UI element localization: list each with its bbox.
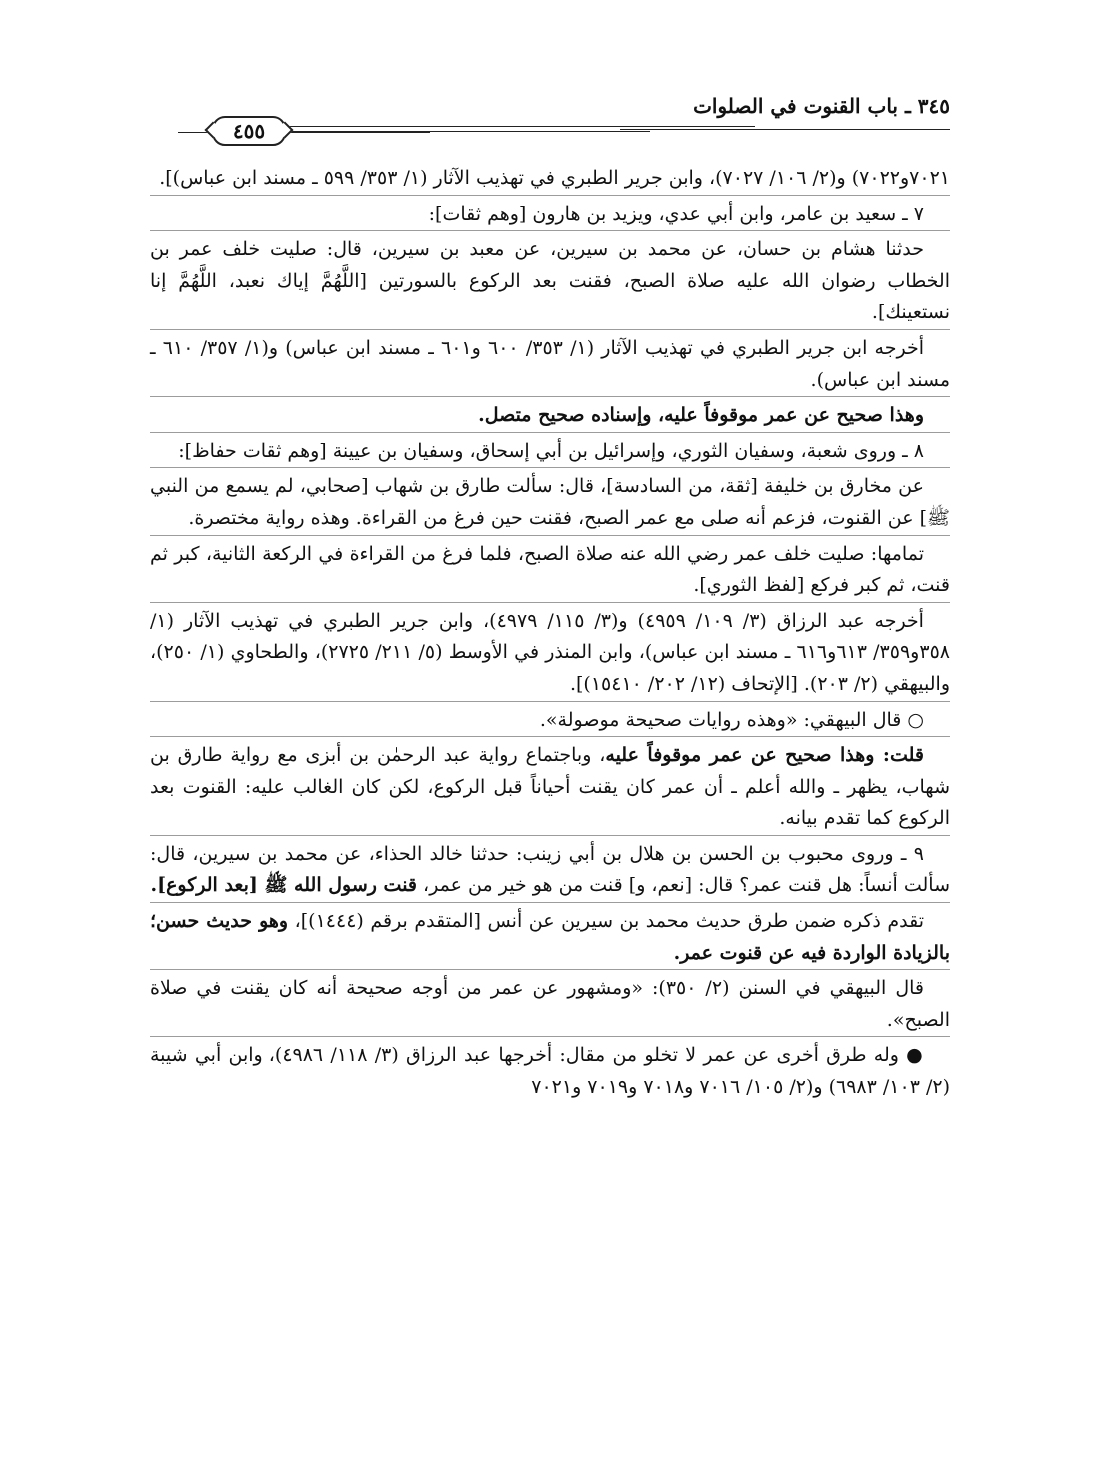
paragraph: عن مخارق بن خليفة [ثقة، من السادسة]، قال: سألت طارق بن شهاب [صحابي، لم يسمع من النبي ﷺ] عن القنوت، فزعم أنه صلى مع عمر الصبح، فقنت حين فرغ من القراءة. وهذه رواية مختصرة.: [150, 475, 950, 529]
paragraph: ٨ ـ وروى شعبة، وسفيان الثوري، وإسرائيل بن أبي إسحاق، وسفيان بن عيينة [وهم ثقات حفاظ]:: [178, 439, 924, 462]
paragraph: قلت: وهذا صحيح عن عمر موقوفاً عليه، وباجتماع رواية عبد الرحمٰن بن أبزى مع رواية طارق بن شهاب، يظهر ـ والله أعلم ـ أن عمر كان يقنت أحياناً قبل الركوع، لكن كان الغالب عليه: القنوت بعد الركوع كما تقدم بيانه.: [150, 744, 950, 830]
paragraph: تقدم ذكره ضمن طرق حديث محمد بن سيرين عن أنس [المتقدم برقم (١٤٤٤)]، وهو حديث حسن؛ بالزيادة الواردة فيه عن قنوت عمر.: [150, 910, 950, 964]
paragraph: قال البيهقي في السنن (٢/ ٣٥٠): «ومشهور عن عمر من أوجه صحيحة أنه كان يقنت في صلاة الصبح».: [150, 977, 950, 1031]
paragraph: حدثنا هشام بن حسان، عن محمد بن سيرين، عن معبد بن سيرين، قال: صليت خلف عمر بن الخطاب رضوان الله عليه صلاة الصبح، فقنت بعد الركوع بالسورتين [اللَّهُمَّ إياك نعبد، اللَّهُمَّ إنا نستعينك].: [150, 238, 950, 324]
header-rule: [288, 131, 650, 132]
paragraph: أخرجه ابن جرير الطبري في تهذيب الآثار (١/ ٣٥٣/ ٦٠٠ و٦٠١ ـ مسند ابن عباس) و(١/ ٣٥٧/ ٦١٠ ـ مسند ابن عباس).: [150, 336, 950, 391]
book-page: [150, 92, 950, 1104]
paragraph: أخرجه عبد الرزاق (٣/ ١٠٩/ ٤٩٥٩) و(٣/ ١١٥/ ٤٩٧٩)، وابن جرير الطبري في تهذيب الآثار (١/ ٣٥٨و٣٥٩/ ٦١٣و٦١٦ ـ مسند ابن عباس)، وابن المنذر في الأوسط (٥/ ٢١١/ ٢٧٢٥)، والطحاوي (١/ ٢٥٠)، والبيهقي (٢/ ٢٠٣). [الإتحاف (١٢/ ٢٠٢/ ١٥٤١٠)].: [150, 609, 950, 695]
page-header: [150, 92, 950, 147]
page-number: ٤٥٥: [232, 119, 266, 143]
paragraph: ٧٠٢١و٧٠٢٢) و(٢/ ١٠٦/ ٧٠٢٧)، وابن جرير الطبري في تهذيب الآثار (١/ ٣٥٣/ ٥٩٩ ـ مسند ابن عباس)].: [159, 167, 950, 189]
paragraph: ٧ ـ سعيد بن عامر، وابن أبي عدي، ويزيد بن هارون [وهم ثقات]:: [428, 202, 924, 225]
chapter-title: ٣٤٥ ـ باب القنوت في الصلوات: [693, 94, 950, 118]
paragraph: ٩ ـ وروى محبوب بن الحسن بن هلال بن أبي زينب: حدثنا خالد الحذاء، عن محمد بن سيرين، قال: سألت أنساً: هل قنت عمر؟ قال: [نعم، و] قنت من هو خير من عمر، قنت رسول الله ﷺ [بعد الركوع].: [150, 842, 950, 897]
header-rule: [620, 129, 950, 130]
paragraph: ● وله طرق أخرى عن عمر لا تخلو من مقال: أخرجها عبد الرزاق (٣/ ١١٨/ ٤٩٨٦)، وابن أبي شيبة (٢/ ١٠٣/ ٦٩٨٣) و(٢/ ١٠٥/ ٧٠١٦ و٧٠١٨ و٧٠١٩ و٧٠٢١: [150, 1044, 950, 1099]
header-rule: [288, 126, 755, 127]
paragraph: وهذا صحيح عن عمر موقوفاً عليه، وإسناده صحيح متصل.: [478, 404, 924, 427]
paragraph: تمامها: صليت خلف عمر رضي الله عنه صلاة الصبح، فلما فرغ من القراءة في الركعة الثانية، كبر ثم قنت، ثم كبر فركع [لفظ الثوري].: [150, 542, 950, 597]
page-body: [150, 163, 950, 1104]
page-number-badge: [212, 116, 286, 146]
paragraph: ○ قال البيهقي: «وهذه روايات صحيحة موصولة».: [539, 708, 924, 731]
